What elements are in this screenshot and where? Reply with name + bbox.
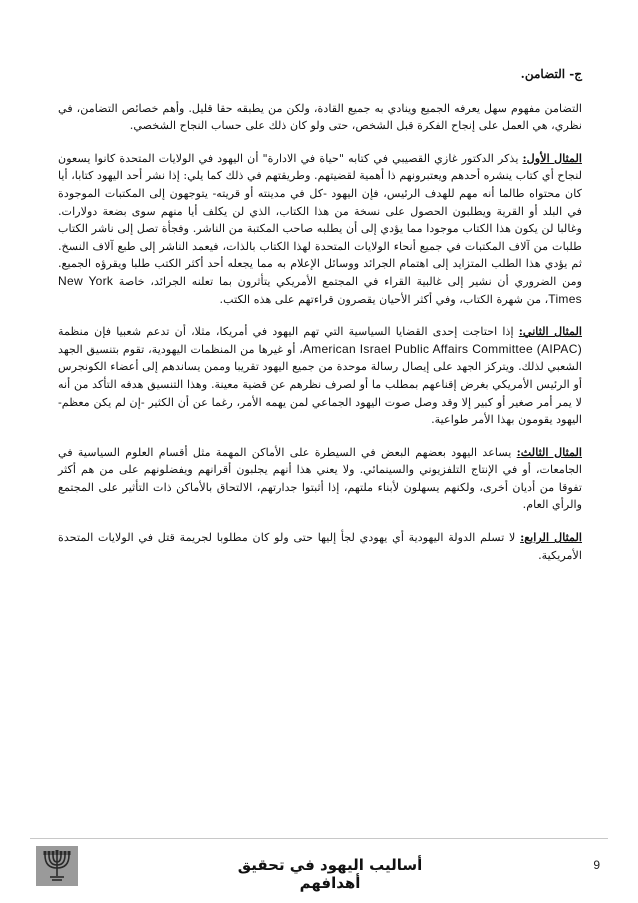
example-text-2a: إذا احتاجت إحدى القضايا السياسية التي تهم اليهود في أمريكا، مثلا، أن تدعم شعبيا فإن منظمة: [58, 325, 519, 339]
example-label-3: المثال الثالث:: [516, 444, 582, 459]
page-footer: [30, 838, 608, 890]
example-text-3: يساعد اليهود بعضهم البعض في السيطرة على الأماكن المهمة مثل أقسام العلوم السياسية في الجامعات، أو في الإنتاج التلفزيوني والسينمائي. ولا يعني هذا أنهم يجلبون أقرانهم ويفضلونهم على من هم أكثر تفوقا من أديان أخرى، ولكنهم يسهلون لأبناء ملتهم، إذا أثبتوا جدارتهم، الالتحاق بالأماكن ذات التأثير على المجتمع والرأي العام.: [58, 445, 582, 512]
intro-paragraph: التضامن مفهوم سهل يعرفه الجميع وينادي به جميع القادة، ولكن من يطبقه حقا قليل. وأهم خصائص التضامن، في نظري، هي العمل على إنجاح الفكرة قبل الشخص، حتى ولو كان ذلك على حساب النجاح الشخصي.: [58, 101, 582, 133]
section-title: ج- التضامن.: [520, 67, 582, 81]
menorah-icon: [36, 846, 78, 886]
example-label-4: المثال الرابع:: [520, 530, 582, 545]
example-label-1: المثال الأول:: [522, 150, 582, 165]
example-latin-1: New York Times: [58, 273, 582, 306]
example-text-4: لا تسلم الدولة اليهودية أي يهودي لجأ إليها حتى ولو كان مطلوبا لجريمة قتل في الولايات المتحدة الأمريكية.: [58, 531, 582, 562]
example-paragraph-4: [58, 529, 582, 564]
example-paragraph-1: [58, 150, 582, 308]
example-paragraph-3: [58, 444, 582, 514]
example-paragraph-2: [58, 323, 582, 429]
example-label-2: المثال الثاني:: [518, 324, 582, 339]
example-text-1a: يذكر الدكتور غازي القصيبي في كتابه "حياة في الادارة" أن اليهود في الولايات المتحدة كانوا يسعون لنجاح أي كتاب ينشره أحدهم ويعتبرونهم ذا أهمية لقضيتهم. وطريقتهم في ذلك كما يلي: إذا نشر أحد اليهود كتابا، أيا كان محتواه طالما أنه مهم للهدف الرئيس، فإن اليهود -كل في مدينته أو قريته- يتوجهون إلى المكتبات الموجودة في البلد أو القرية ويطلبون الحصول على نسخة من هذا الكتاب، الذي لن يكلف أيا منهم سوى بضعة دولارات. وغالبا لن يكون هذا الكتاب موجودا مما يؤدي إلى أن يطلبه صاحب المكتبة من الناشر. وفجأة تصل إلى ناشر الكتاب طلبات من آلاف المكتبات في جميع أنحاء الولايات المتحدة لهذا الكتاب بالذات، فيعمد الناشر إلى طبع آلاف النسخ. ثم يؤدي هذا الطلب المتزايد إلى اهتمام الجرائد ووسائل الإعلام به مما يجعله أحد أكثر الكتب طلبا ويقرؤه الجميع. ومن الضروري أن نشير إلى غالبية القراء في المجتمع الأمريكي يتأثرون بما تعلنه الجرائد، خاصة: [58, 151, 582, 288]
example-latin-2: American Israel Public Affairs Committee (AIPAC): [302, 341, 582, 356]
example-text-2b: ، أو غيرها من المنظمات اليهودية، تقوم بتنسيق الجهد الشعبي لذلك. ويتركز الجهد على إيصال رسالة موحدة من جميع اليهود تقريبا وممن يساندهم إلى أعضاء الكونجرس أو الرئيس الأمريكي بغرض إقناعهم بمطلب ما أو لصرف نظرهم عن قضية معينة. وهذا التنسيق هدفه التأكد من أنه لا يمر أمر صغير أو كبير إلا وقد وصل صوت اليهود الجماعي لمن يهمه الأمر، رغما عن أن الكثير -إن لم يكن معظم- اليهود يقومون بهذا الأمر طواعية.: [58, 342, 582, 427]
page-content: [58, 66, 582, 579]
book-title: أساليب اليهود في تحقيق أهدافهم: [237, 856, 423, 892]
footer-divider: [30, 838, 608, 839]
page-number: 9: [593, 858, 600, 872]
example-text-1b: ، من شهرة الكتاب، وفي أكثر الأحيان يقصرون قراءتهم على هذه الكتب.: [219, 292, 549, 306]
